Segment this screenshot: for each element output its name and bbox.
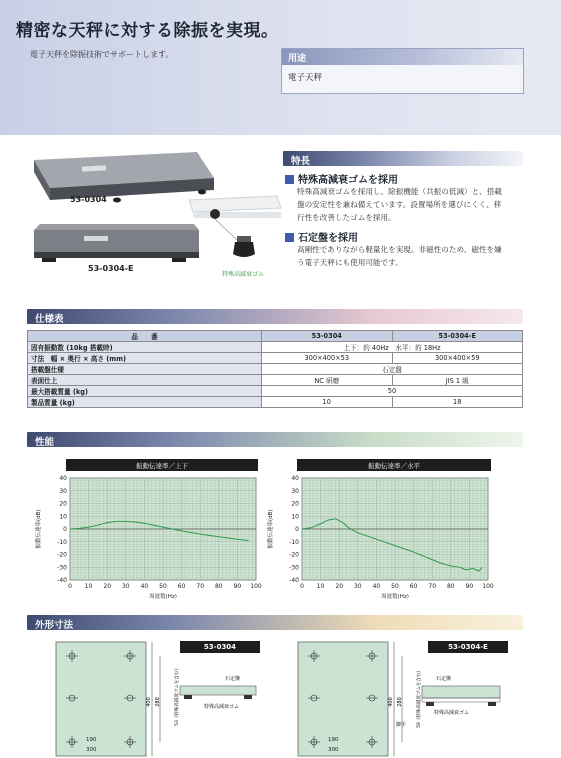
table-cell: 18	[392, 397, 523, 408]
y-tick-label: -10	[289, 538, 299, 546]
plate-side-view	[422, 686, 500, 698]
x-axis-label: 周波数(Hz)	[381, 594, 409, 600]
dim-h-inner: 280	[155, 697, 161, 707]
chart-1-title: 振動伝達率／上下	[66, 459, 258, 471]
side-label-rubber: 特殊高減衰ゴム	[204, 704, 240, 710]
feature-1-body: 特殊高減衰ゴムを採用し、除振機能（共振の低減）と、搭載 盤の安定性を兼ね備えています。設置場所を選びにくく、移 行性を改善したゴムを採用。	[297, 187, 503, 222]
y-tick-label: -30	[289, 564, 299, 572]
intro-text: 電子天秤を除振技術でサポートします。	[30, 50, 174, 59]
y-tick-label: 30	[59, 487, 67, 495]
x-tick-label: 20	[103, 583, 112, 590]
y-tick-label: -20	[57, 551, 67, 559]
table-cell: 表面仕上	[28, 375, 262, 386]
feature-1-title: 特殊高減衰ゴムを採用	[285, 171, 398, 186]
side-label-stone: 石定盤	[436, 676, 452, 682]
x-tick-label: 70	[428, 583, 437, 590]
x-tick-label: 100	[482, 583, 494, 590]
table-cell: 製品質量 (kg)	[28, 397, 262, 408]
dimension-drawing-2	[286, 636, 526, 758]
x-tick-label: 0	[300, 583, 304, 590]
table-header-cell: 53-0304-E	[392, 331, 523, 342]
use-box	[281, 48, 524, 94]
y-tick-label: -10	[57, 538, 67, 546]
table-header-cell: 品 番	[28, 331, 262, 342]
dim-w-outer-1: 300	[86, 747, 97, 753]
chart-2	[262, 472, 500, 602]
table-cell: 石定盤	[262, 364, 523, 375]
dim-height-label: 59（特殊高減衰ゴムを含む）	[417, 668, 422, 728]
y-axis-label: 振動伝達率(dB)	[36, 509, 42, 549]
table-row	[28, 375, 523, 386]
x-tick-label: 70	[196, 583, 205, 590]
table-cell: 最大搭載質量 (kg)	[28, 386, 262, 397]
chart-1	[30, 472, 268, 602]
side-label-rubber: 特殊高減衰ゴム	[434, 710, 470, 716]
table-cell: 固有振動数 (10kg 搭載時)	[28, 342, 262, 353]
square-bullet-icon	[285, 233, 294, 242]
y-tick-label: -40	[289, 577, 299, 584]
page-title: 精密な天秤に対する除振を実現。	[16, 21, 279, 41]
dimensions-heading: 外形寸法	[27, 615, 523, 630]
dimension-2-model: 53-0304-E	[428, 641, 508, 653]
table-cell: NC 研磨	[262, 375, 393, 386]
y-tick-label: 20	[291, 500, 299, 508]
plate-side-view	[180, 686, 256, 695]
table-cell: 50	[262, 386, 523, 397]
table-row	[28, 353, 523, 364]
x-tick-label: 90	[233, 583, 242, 590]
dim-w-inner-1: 190	[86, 737, 97, 743]
dim-w-outer-2: 300	[328, 747, 339, 753]
y-tick-label: 30	[291, 487, 299, 495]
x-tick-label: 60	[409, 583, 418, 590]
square-bullet-icon	[285, 175, 294, 184]
y-tick-label: 0	[295, 526, 299, 533]
table-row	[28, 397, 523, 408]
y-tick-label: -30	[57, 564, 67, 572]
y-tick-label: 0	[63, 526, 67, 533]
spec-table	[27, 330, 523, 408]
x-tick-label: 90	[465, 583, 474, 590]
features-heading: 特長	[283, 151, 523, 166]
table-row	[28, 331, 523, 342]
table-row	[28, 386, 523, 397]
x-tick-label: 40	[372, 583, 381, 590]
x-tick-label: 80	[214, 583, 223, 590]
x-tick-label: 80	[446, 583, 455, 590]
dim-height-label: 53（特殊高減衰ゴムを含む）	[175, 666, 180, 726]
table-cell: 寸法 幅 × 奥行 × 高さ (mm)	[28, 353, 262, 364]
x-tick-label: 50	[391, 583, 399, 590]
y-tick-label: 40	[59, 475, 67, 482]
product-b-image	[34, 224, 199, 262]
feature-2-body: 高剛性でありながら軽量化を実現。非磁性のため、磁性を嫌 う電子天秤にも使用可能です。	[297, 245, 502, 267]
x-axis-label: 周波数(Hz)	[149, 594, 177, 600]
x-tick-label: 10	[316, 583, 325, 590]
x-tick-label: 20	[335, 583, 344, 590]
y-tick-label: 10	[59, 513, 67, 521]
table-cell: 10	[262, 397, 393, 408]
x-tick-label: 30	[121, 583, 130, 590]
y-tick-label: 40	[291, 475, 299, 482]
x-tick-label: 40	[140, 583, 149, 590]
product-b-label: 53-0304-E	[88, 264, 134, 273]
chart-2-title: 振動伝達率／水平	[297, 459, 491, 471]
table-header-cell: 53-0304	[262, 331, 393, 342]
product-a-label: 53-0304	[70, 195, 107, 204]
rubber-caption: 特殊高減衰ゴム	[222, 271, 265, 278]
plate-top-view	[298, 642, 388, 756]
table-cell: 上下：約 40Hz 水平：約 18Hz	[262, 342, 523, 353]
dim-h-outer: 400	[146, 697, 152, 707]
performance-heading: 性能	[27, 432, 523, 447]
dimension-drawing-1	[44, 636, 274, 758]
x-tick-label: 0	[68, 583, 72, 590]
y-tick-label: -40	[57, 577, 67, 584]
use-value: 電子天秤	[288, 73, 323, 83]
y-axis-label: 振動伝達率(dB)	[268, 509, 274, 549]
y-tick-label: 20	[59, 500, 67, 508]
dimension-1-model: 53-0304	[180, 641, 260, 653]
table-row	[28, 342, 523, 353]
x-tick-label: 60	[177, 583, 186, 590]
spec-heading: 仕様表	[27, 309, 523, 324]
plate-top-view	[56, 642, 146, 756]
table-row	[28, 364, 523, 375]
table-cell: JIS 1 級	[392, 375, 523, 386]
table-cell: 300×400×59	[392, 353, 523, 364]
y-tick-label: -20	[289, 551, 299, 559]
side-label-stone: 石定盤	[225, 676, 241, 682]
dim-h-inner: 280	[397, 697, 403, 707]
table-cell: 搭載盤仕様	[28, 364, 262, 375]
table-cell: 300×400×53	[262, 353, 393, 364]
dim-w-inner-2: 190	[328, 737, 339, 743]
feature-2-title: 石定盤を採用	[285, 229, 358, 244]
side-label-leg: 脚手	[396, 722, 407, 728]
rubber-detail	[185, 192, 285, 277]
x-tick-label: 30	[353, 583, 362, 590]
x-tick-label: 100	[250, 583, 262, 590]
x-tick-label: 50	[159, 583, 167, 590]
dim-h-outer: 400	[388, 697, 394, 707]
y-tick-label: 10	[291, 513, 299, 521]
x-tick-label: 10	[84, 583, 93, 590]
use-heading: 用途	[282, 49, 523, 65]
